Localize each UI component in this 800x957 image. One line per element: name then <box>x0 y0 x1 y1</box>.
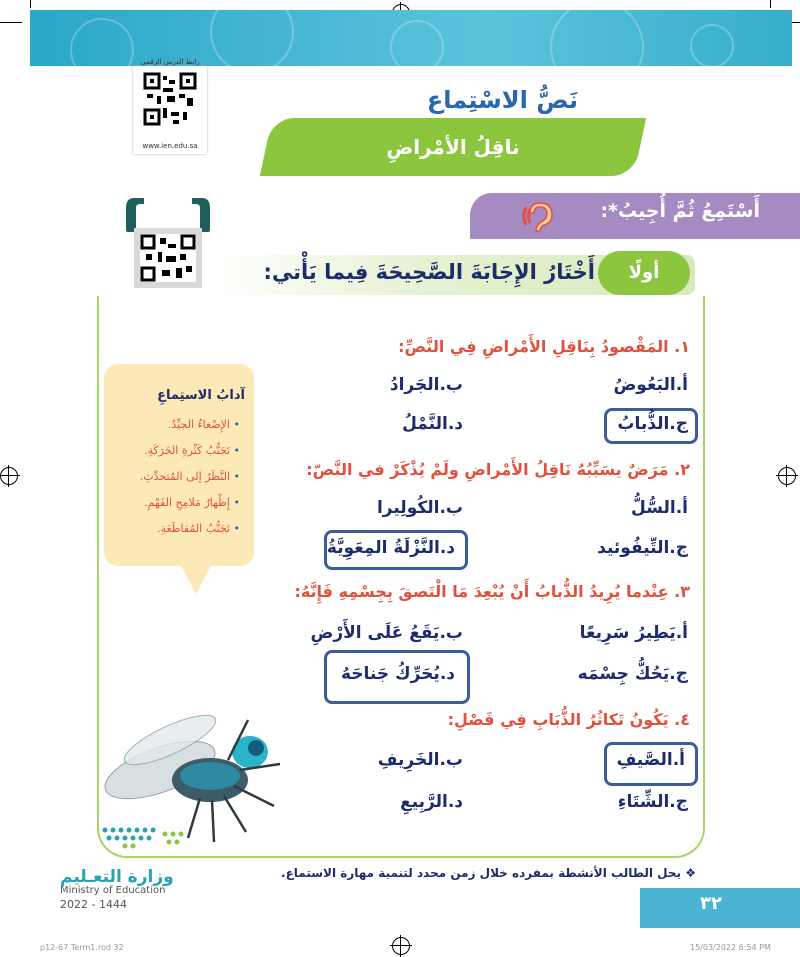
question-2-option-c[interactable]: ج.التِّيفُوئيد <box>597 538 688 558</box>
question-2-option-b[interactable]: ب.الكُولِيرا <box>376 498 463 518</box>
ministry-logo-icon <box>95 818 205 858</box>
headphones-qr-icon[interactable] <box>120 190 216 290</box>
question-2-option-a[interactable]: أ.السُّلُّ <box>631 498 688 518</box>
question-1-option-d[interactable]: د.النَّمْلُ <box>402 414 463 434</box>
crop-mark <box>0 22 22 23</box>
page-number: ٣٢ <box>700 893 722 914</box>
manners-item: • إِظْهارُ مَلامِحِ الفَهْمِ. <box>144 496 240 509</box>
qr-code-icon <box>133 66 207 138</box>
section-title: نَصُّ الاسْتِماع <box>426 86 578 114</box>
question-2-option-d[interactable]: د.النَّزْلَةُ المِعَوِيَّةُ <box>326 538 455 558</box>
manners-item: • النَّظَرُ إلى المُتحدِّثِ. <box>139 470 240 483</box>
question-3-text: ٣. عِنْدما يُرِيدُ الذُّبابُ أَنْ يُبْعِدَ مَا الْتَصقَ بِجِسْمِهِ فَإِنَّهُ: <box>294 582 690 601</box>
question-4-option-c[interactable]: ج.الشِّتَاءِ <box>617 792 688 812</box>
print-meta-right: 15/03/2022 6:54 PM <box>690 943 771 952</box>
speech-bubble-tail <box>178 560 214 594</box>
print-meta-left: p12-67 Term1.rod 32 <box>40 943 124 952</box>
qr-top-caption: رابط الدرس الرقمي <box>140 58 200 66</box>
question-3-option-a[interactable]: أ.يَطِيرُ سَرِيعًا <box>579 623 688 643</box>
qr-code[interactable] <box>133 66 207 154</box>
question-3-option-c[interactable]: ج.يَحُكُّ جِسْمَه <box>577 664 688 684</box>
question-header-title: أَخْتَارُ الإِجَابَةَ الصَّحِيحَةَ فِيما يَأْتي: <box>263 260 595 284</box>
lesson-title: ناقِلُ الأمْراضِ <box>386 135 520 159</box>
question-4-option-a[interactable]: أ.الصَّيفِ <box>616 750 685 770</box>
question-1-text: ١. المَقْصودُ بِنَاقِلِ الأَمْراضِ فِي النَّصِّ: <box>398 337 690 356</box>
manners-item: • تَجَنُّبُ كَثْرةِ الحَرَكَةِ. <box>144 444 240 457</box>
question-4-text: ٤. يَكُونُ تَكاثُرُ الذُّبَابِ فِي فَصْلِ: <box>447 710 690 729</box>
question-3-option-b[interactable]: ب.يَقَعُ عَلَى الأَرْضِ <box>310 623 463 643</box>
crop-mark <box>30 0 31 8</box>
question-1-option-a[interactable]: أ.البَعُوضُ <box>613 375 688 395</box>
registration-mark-icon <box>0 467 18 485</box>
question-3-option-d[interactable]: د.يُحَرِّكُ جَناحَهُ <box>340 664 455 684</box>
registration-mark-icon <box>778 467 796 485</box>
instruction-text: أَسْتَمِعُ ثُمَّ أُجِيبُ*: <box>600 200 760 222</box>
ministry-name-arabic: وزارة التعـليم <box>60 867 174 887</box>
manners-item: • الإِصْغاءُ الجيِّدُ. <box>167 418 240 431</box>
first-section-pill: أولًا <box>598 251 690 295</box>
crop-mark <box>770 0 771 8</box>
ear-listening-icon <box>520 199 556 233</box>
question-4-option-d[interactable]: د.الرَّبِيعِ <box>400 792 463 812</box>
listening-manners-title: آدابُ الاستِماعِ <box>157 388 245 403</box>
footer-note: ❖ يحل الطالب الأنشطة بمفرده خلال زمن محدد لتنمية مهارة الاستماع. <box>281 866 696 880</box>
question-4-option-b[interactable]: ب.الخَرِيفِ <box>377 750 463 770</box>
question-1-option-c[interactable]: ج.الذُّبابُ <box>617 414 688 434</box>
edition-year: 2022 - 1444 <box>60 898 127 911</box>
ministry-name-english: Ministry of Education <box>60 885 166 896</box>
question-1-option-b[interactable]: ب.الجَرادُ <box>389 375 463 395</box>
qr-caption: www.ien.edu.sa <box>142 142 198 150</box>
manners-item: • تَجَنُّبُ المُقاطَعَةِ. <box>157 522 240 535</box>
registration-mark-icon <box>392 937 410 955</box>
question-2-text: ٢. مَرَضٌ يسَبِّبُهُ نَاقِلُ الأَمْراضِ ولَمْ يُذْكَرْ في النَّصّ: <box>306 460 690 479</box>
